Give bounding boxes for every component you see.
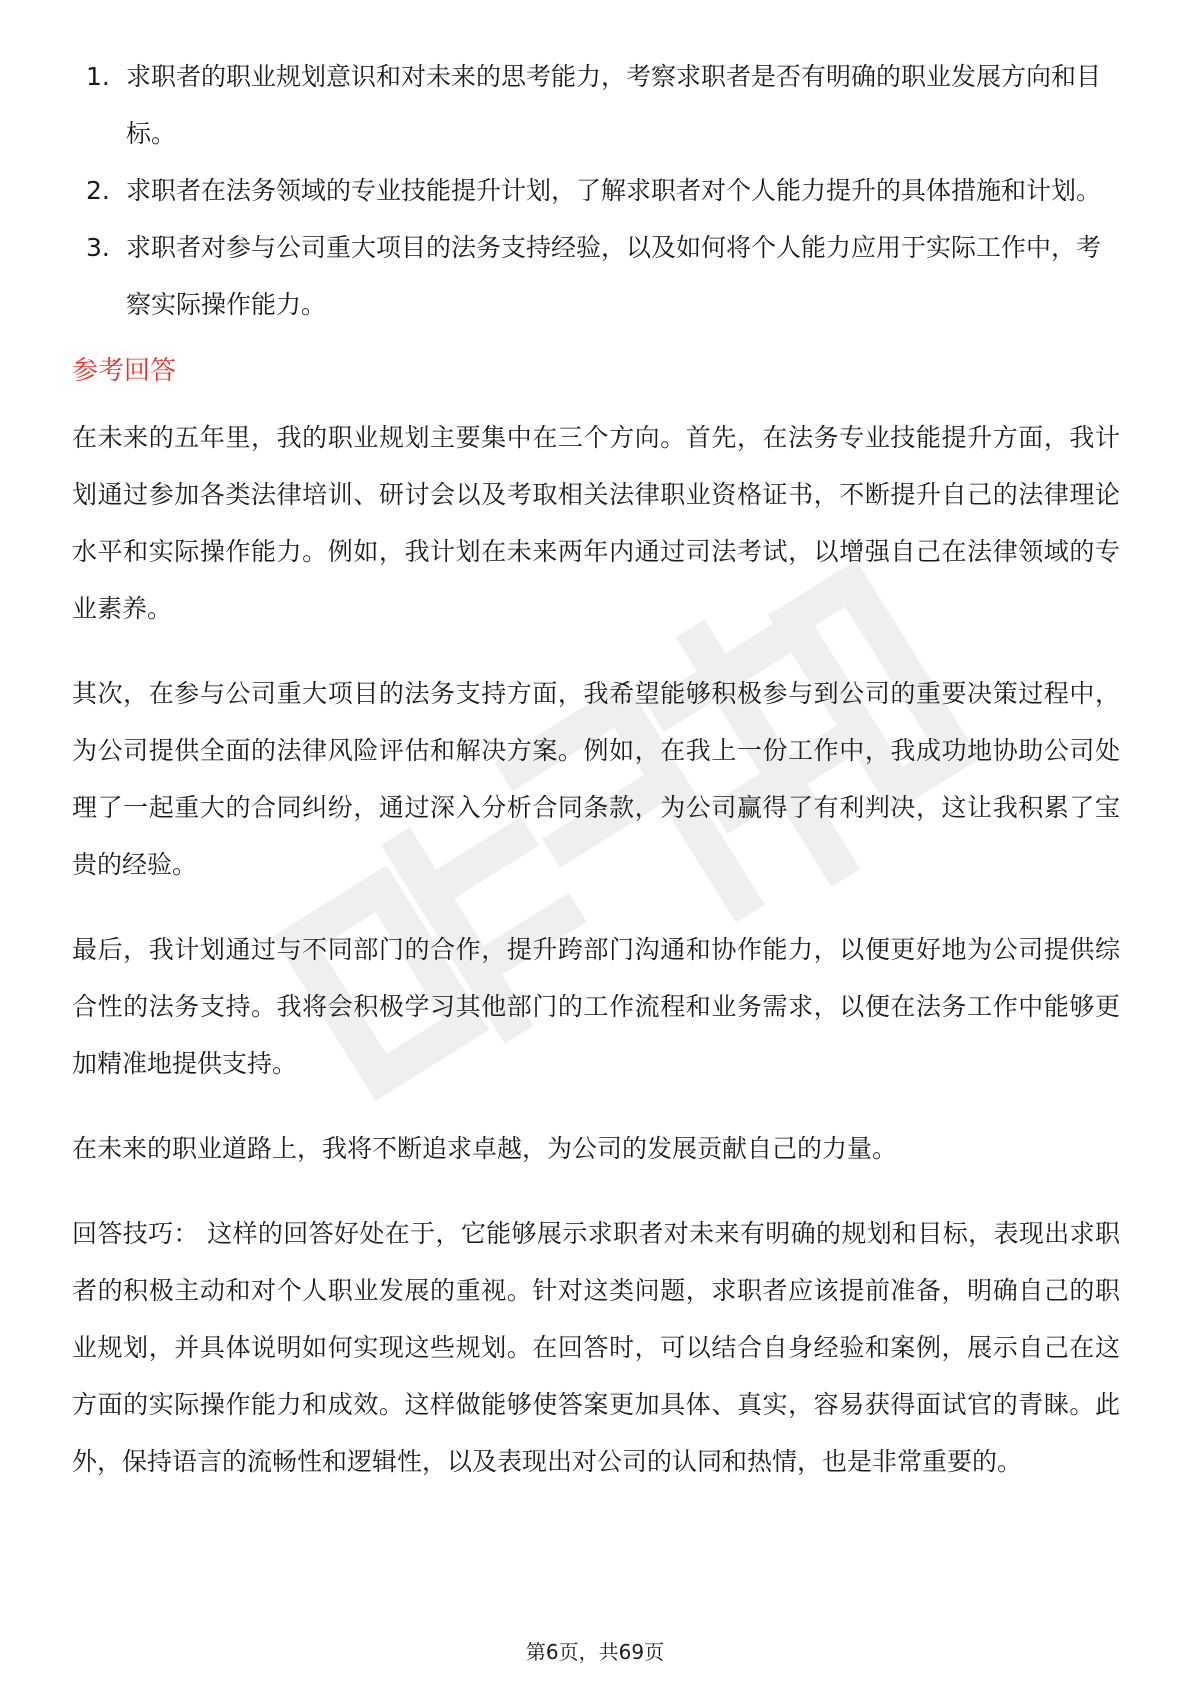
list-number: 1. bbox=[86, 62, 110, 91]
answer-paragraph: 最后，我计划通过与不同部门的合作，提升跨部门沟通和协作能力，以便更好地为公司提供综合性的法务支持。我将会积极学习其他部门的工作流程和业务需求，以便在法务工作中能够更加精准地提供支持。 bbox=[72, 935, 1120, 1078]
list-item bbox=[72, 219, 1120, 333]
list-item bbox=[72, 48, 1120, 162]
list-item bbox=[72, 162, 1120, 219]
list-item-text: 求职者在法务领域的专业技能提升计划，了解求职者对个人能力提升的具体措施和计划。 bbox=[126, 176, 1102, 205]
answer-tips-paragraph: 回答技巧： 这样的回答好处在于，它能够展示求职者对未来有明确的规划和目标，表现出求职者的积极主动和对个人职业发展的重视。针对这类问题，求职者应该提前准备，明确自己的职业规划，并具体说明如何实现这些规划。在回答时，可以结合自身经验和案例，展示自己在这方面的实际操作能力和成效。这样做能够使答案更加具体、真实，容易获得面试官的青睐。此外，保持语言的流畅性和逻辑性，以及表现出对公司的认同和热情，也是非常重要的。 bbox=[72, 1219, 1120, 1476]
answer-paragraph: 在未来的职业道路上，我将不断追求卓越，为公司的发展贡献自己的力量。 bbox=[72, 1134, 898, 1163]
question-points-list bbox=[72, 48, 1120, 333]
page-number-footer: 第6页，共69页 bbox=[525, 1640, 665, 1664]
answer-paragraph: 在未来的五年里，我的职业规划主要集中在三个方向。首先，在法务专业技能提升方面，我计划通过参加各类法律培训、研讨会以及考取相关法律职业资格证书，不断提升自己的法律理论水平和实际操作能力。例如，我计划在未来两年内通过司法考试，以增强自己在法律领域的专业素养。 bbox=[72, 423, 1120, 623]
reference-answer-heading: 参考回答 bbox=[72, 356, 177, 386]
list-item-text: 求职者对参与公司重大项目的法务支持经验，以及如何将个人能力应用于实际工作中，考察实际操作能力。 bbox=[126, 233, 1102, 319]
list-number: 2. bbox=[86, 176, 110, 205]
content-area bbox=[72, 48, 1120, 1518]
list-item-text: 求职者的职业规划意识和对未来的思考能力，考察求职者是否有明确的职业发展方向和目标。 bbox=[126, 62, 1102, 148]
list-number: 3. bbox=[86, 233, 110, 262]
answer-paragraph: 其次，在参与公司重大项目的法务支持方面，我希望能够积极参与到公司的重要决策过程中，为公司提供全面的法律风险评估和解决方案。例如，在我上一份工作中，我成功地协助公司处理了一起重大的合同纠纷，通过深入分析合同条款，为公司赢得了有利判决，这让我积累了宝贵的经验。 bbox=[72, 679, 1120, 879]
